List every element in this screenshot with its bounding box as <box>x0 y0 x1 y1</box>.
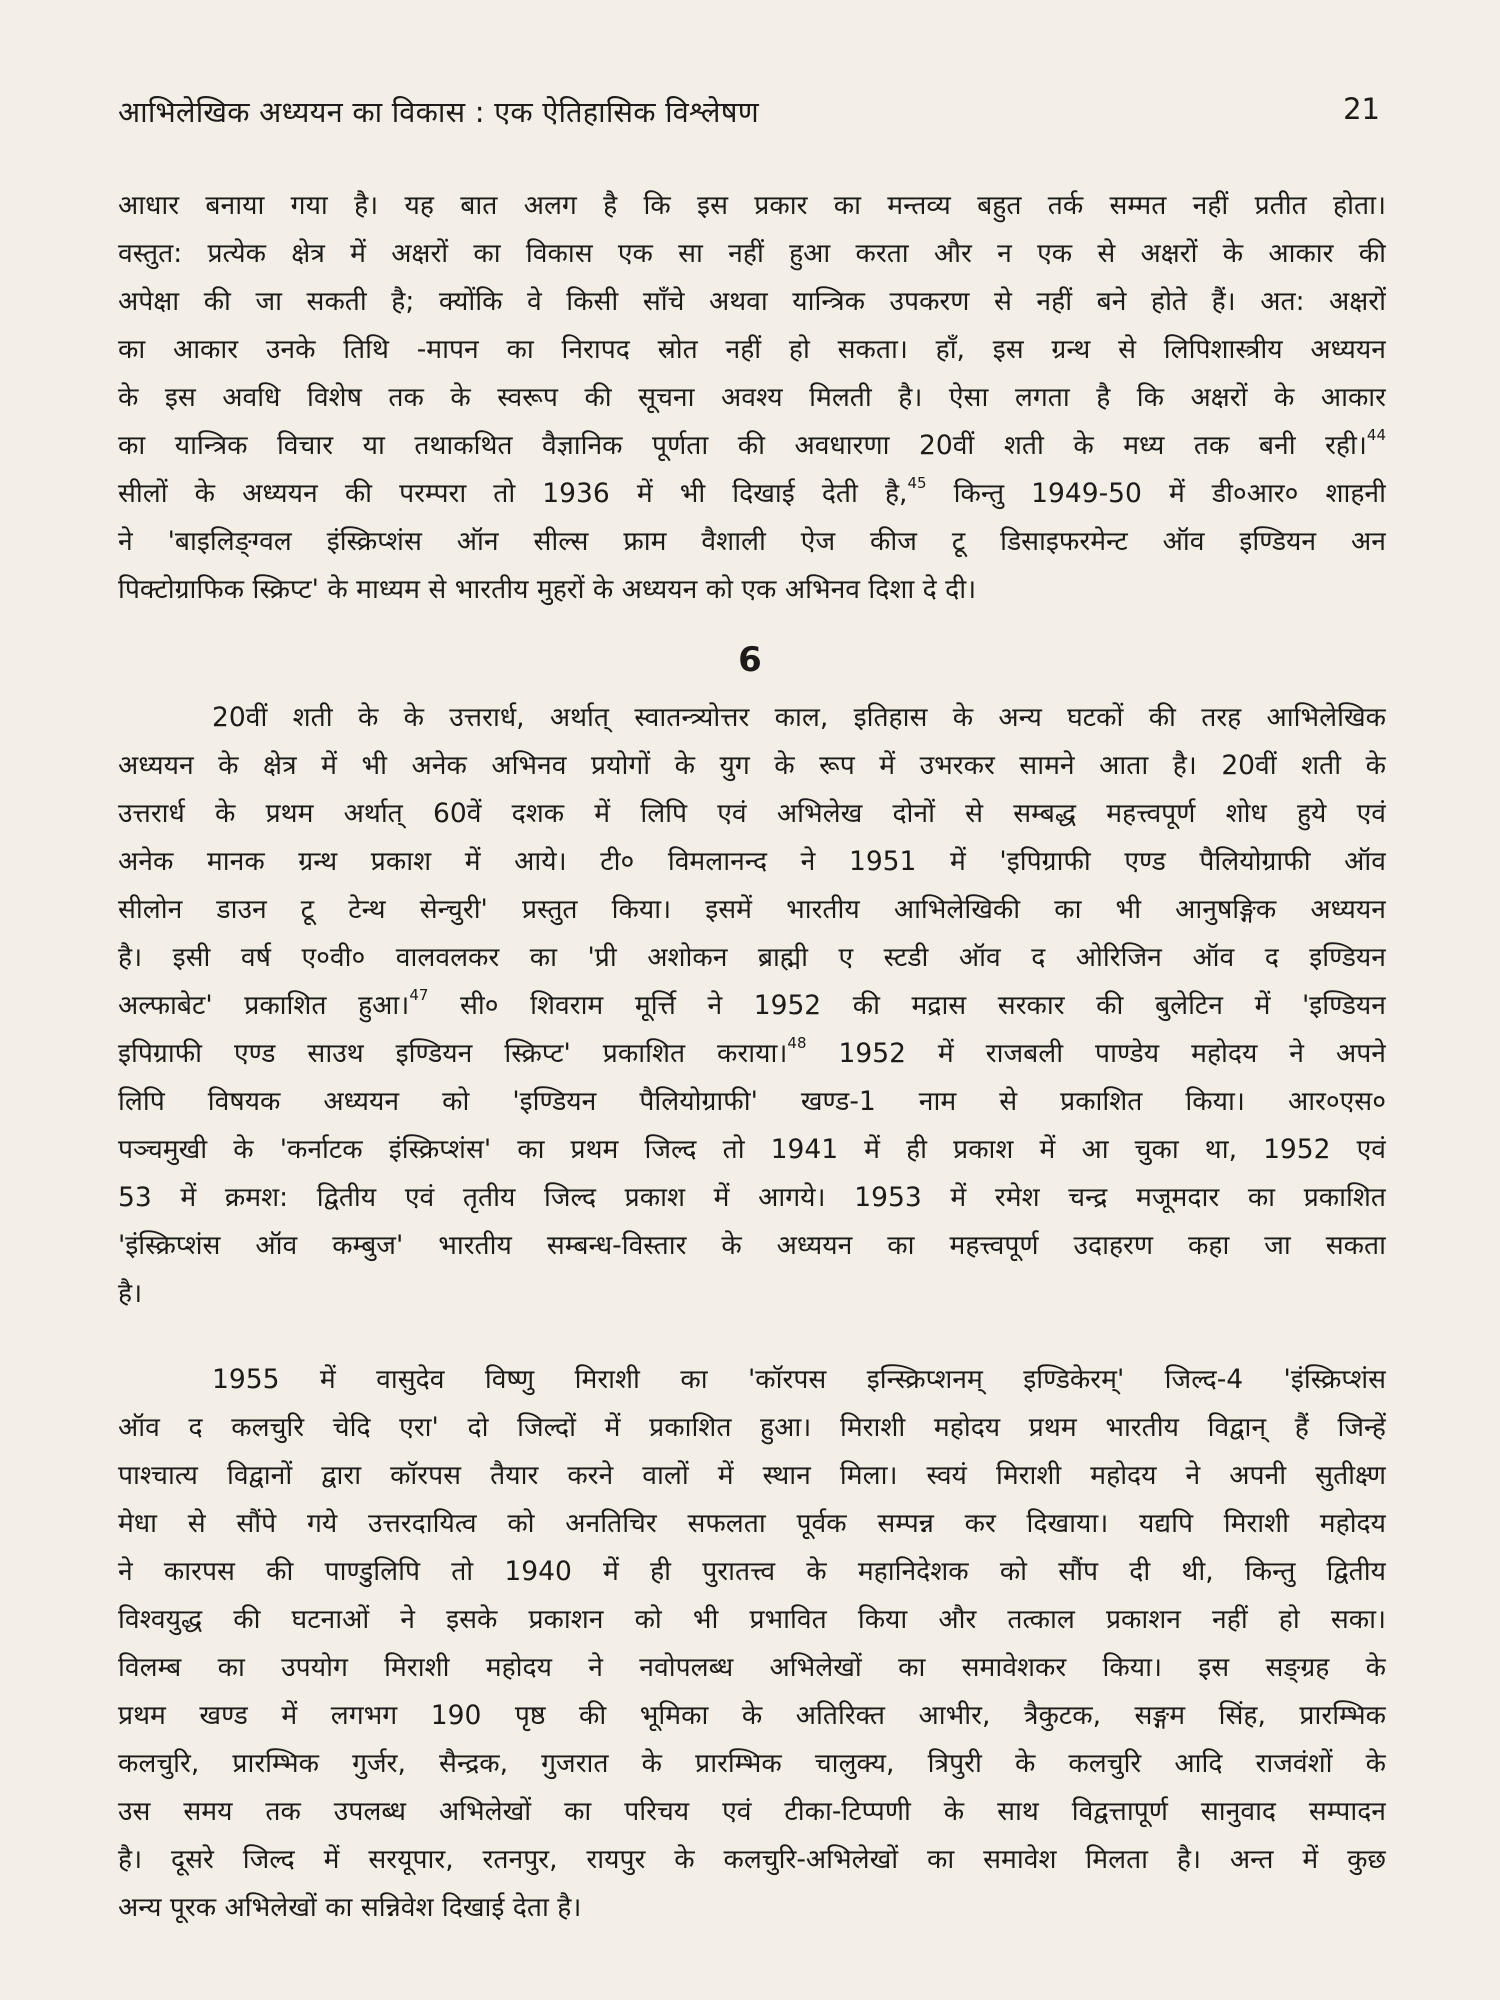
text-line <box>118 982 1386 1030</box>
text-line: के इस अवधि विशेष तक के स्वरूप की सूचना अवश्य मिलती है। ऐसा लगता है कि अक्षरों के आकार <box>118 382 1386 413</box>
text-line: अनेक मानक ग्रन्थ प्रकाश में आये। टी० विमलानन्द ने 1951 में 'इपिग्राफी एण्ड पैलियोग्राफी ऑव <box>118 846 1386 877</box>
text-line: प्रथम खण्ड में लगभग 190 पृष्ठ की भूमिका के अतिरिक्त आभीर, त्रैकुटक, सङ्गम सिंह, प्रारम्भिक <box>118 1700 1386 1731</box>
page-number: 21 <box>1343 92 1380 126</box>
text-line: ने कारपस की पाण्डुलिपि तो 1940 में ही पुरातत्त्व के महानिदेशक को सौंप दी थी, किन्तु द्वितीय <box>118 1556 1386 1587</box>
text-line: ने 'बाइलिङ्ग्वल इंस्क्रिप्शंस ऑन सील्स फ्राम वैशाली ऐज कीज टू डिसाइफरमेन्ट ऑव इण्डियन अन <box>118 526 1386 557</box>
section-number: 6 <box>738 640 762 680</box>
text-line <box>118 1030 1386 1078</box>
paragraph-1 <box>118 182 1386 614</box>
footnote-ref: 45 <box>907 474 927 492</box>
text-line: अन्य पूरक अभिलेखों का सन्निवेश दिखाई देता है। <box>118 1892 582 1923</box>
text-line: ऑव द कलचुरि चेदि एरा' दो जिल्दों में प्रकाशित हुआ। मिराशी महोदय प्रथम भारतीय विद्वान् हैं जिन्हें <box>118 1412 1386 1443</box>
text-line: कलचुरि, प्रारम्भिक गुर्जर, सैन्द्रक, गुजरात के प्रारम्भिक चालुक्य, त्रिपुरी के कलचुरि आदि राजवंशों के <box>118 1748 1386 1779</box>
text-segment: सी० शिवराम मूर्त्ति ने 1952 की मद्रास सरकार की बुलेटिन में 'इण्डियन <box>428 990 1386 1021</box>
text-line: है। <box>118 1278 143 1309</box>
text-line: पञ्चमुखी के 'कर्नाटक इंस्क्रिप्शंस' का प्रथम जिल्द तो 1941 में ही प्रकाश में आ चुका था, 1952 एवं <box>118 1134 1386 1165</box>
text-line: अपेक्षा की जा सकती है; क्योंकि वे किसी साँचे अथवा यान्त्रिक उपकरण से नहीं बने होते हैं। अत: अक्षरों <box>118 286 1386 317</box>
text-line: आधार बनाया गया है। यह बात अलग है कि इस प्रकार का मन्तव्य बहुत तर्क सम्मत नहीं प्रतीत होता। <box>118 190 1386 221</box>
text-line: अध्ययन के क्षेत्र में भी अनेक अभिनव प्रयोगों के युग के रूप में उभरकर सामने आता है। 20वीं शती के <box>118 750 1386 781</box>
text-line: है। इसी वर्ष ए०वी० वालवलकर का 'प्री अशोकन ब्राह्मी ए स्टडी ऑव द ओरिजिन ऑव द इण्डियन <box>118 942 1386 973</box>
text-line: पाश्चात्य विद्वानों द्वारा कॉरपस तैयार करने वालों में स्थान मिला। स्वयं मिराशी महोदय ने अपनी सुतीक्ष्ण <box>118 1460 1386 1491</box>
running-header <box>118 92 1380 142</box>
footnote-ref: 48 <box>787 1034 807 1052</box>
text-line <box>118 470 1386 518</box>
footnote-ref: 44 <box>1366 426 1386 444</box>
text-line: 1955 में वासुदेव विष्णु मिराशी का 'कॉरपस इन्स्क्रिप्शनम् इण्डिकेरम्' जिल्द-4 'इंस्क्रिप्शंस <box>212 1364 1386 1395</box>
text-segment: सीलों के अध्ययन की परम्परा तो 1936 में भी दिखाई देती है, <box>118 478 908 509</box>
text-line: 53 में क्रमश: द्वितीय एवं तृतीय जिल्द प्रकाश में आगये। 1953 में रमेश चन्द्र मजूमदार का प्रकाशित <box>118 1182 1386 1213</box>
text-line: लिपि विषयक अध्ययन को 'इण्डियन पैलियोग्राफी' खण्ड-1 नाम से प्रकाशित किया। आर०एस० <box>118 1086 1386 1117</box>
text-line: विलम्ब का उपयोग मिराशी महोदय ने नवोपलब्ध अभिलेखों का समावेशकर किया। इस सङ्ग्रह के <box>118 1652 1386 1683</box>
text-segment: अल्फाबेट' प्रकाशित हुआ। <box>118 990 410 1021</box>
text-segment: 1952 में राजबली पाण्डेय महोदय ने अपने <box>806 1038 1386 1069</box>
text-segment: किन्तु 1949-50 में डी०आर० शाहनी <box>926 478 1386 509</box>
running-title: आभिलेखिक अध्ययन का विकास : एक ऐतिहासिक विश्लेषण <box>118 95 759 129</box>
text-line: मेधा से सौंपे गये उत्तरदायित्व को अनतिचिर सफलता पूर्वक सम्पन्न कर दिखाया। यद्यपि मिराशी महोदय <box>118 1508 1386 1539</box>
text-line: विश्वयुद्ध की घटनाओं ने इसके प्रकाशन को भी प्रभावित किया और तत्काल प्रकाशन नहीं हो सका। <box>118 1604 1386 1635</box>
text-line: वस्तुत: प्रत्येक क्षेत्र में अक्षरों का विकास एक सा नहीं हुआ करता और न एक से अक्षरों के आकार की <box>118 238 1386 269</box>
text-line <box>118 422 1386 470</box>
paragraph-2 <box>118 694 1386 1318</box>
footnote-ref: 47 <box>409 986 429 1004</box>
text-line: उत्तरार्ध के प्रथम अर्थात् 60वें दशक में लिपि एवं अभिलेख दोनों से सम्बद्ध महत्त्वपूर्ण शोध हुये एवं <box>118 798 1386 829</box>
text-line: सीलोन डाउन टू टेन्थ सेन्चुरी' प्रस्तुत किया। इसमें भारतीय आभिलेखिकी का भी आनुषङ्गिक अध्ययन <box>118 894 1386 925</box>
text-line: का आकार उनके तिथि -मापन का निरापद स्रोत नहीं हो सकता। हाँ, इस ग्रन्थ से लिपिशास्त्रीय अध्ययन <box>118 334 1386 365</box>
text-segment: का यान्त्रिक विचार या तथाकथित वैज्ञानिक पूर्णता की अवधारणा 20वीं शती के मध्य तक बनी रही। <box>118 430 1367 461</box>
text-line: पिक्टोग्राफिक स्क्रिप्ट' के माध्यम से भारतीय मुहरों के अध्ययन को एक अभिनव दिशा दे दी। <box>118 574 977 605</box>
text-line: 20वीं शती के के उत्तरार्ध, अर्थात् स्वातन्त्र्योत्तर काल, इतिहास के अन्य घटकों की तरह आभिलेखिक <box>212 702 1386 733</box>
text-segment: इपिग्राफी एण्ड साउथ इण्डियन स्क्रिप्ट' प्रकाशित कराया। <box>118 1038 788 1069</box>
paragraph-3 <box>118 1356 1386 1932</box>
text-line: है। दूसरे जिल्द में सरयूपार, रतनपुर, रायपुर के कलचुरि-अभिलेखों का समावेश मिलता है। अन्त में कुछ <box>118 1844 1386 1875</box>
text-line: 'इंस्क्रिप्शंस ऑव कम्बुज' भारतीय सम्बन्ध-विस्तार के अध्ययन का महत्त्वपूर्ण उदाहरण कहा जा सकता <box>118 1230 1386 1261</box>
text-line: उस समय तक उपलब्ध अभिलेखों का परिचय एवं टीका-टिप्पणी के साथ विद्वत्तापूर्ण सानुवाद सम्पादन <box>118 1796 1386 1827</box>
